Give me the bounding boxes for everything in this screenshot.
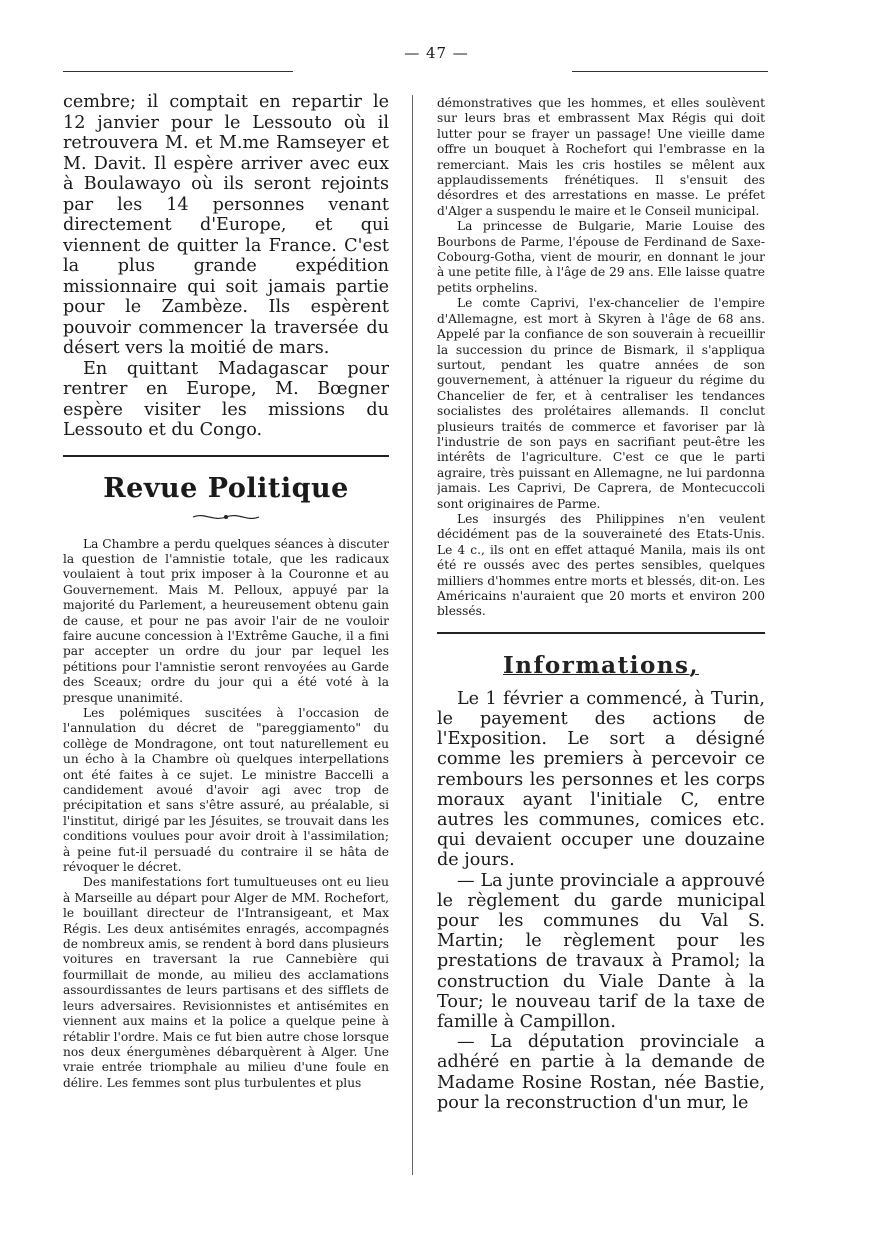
- info-paragraph: Le 1 février a commencé, à Turin, le payement des actions de l'Exposition. Le sort a désigné comme les premiers à percevoir ce rembours les personnes et les corps moraux ayant l'initiale C, entre autres les communes, comices etc. qui devaient occuper une douzaine de jours.: [437, 688, 765, 871]
- column-separator: [412, 95, 413, 1175]
- info-paragraph: — La députation provinciale a adhéré en partie à la demande de Madame Rosine Rostan, née Bastie, pour la reconstruction d'un mur, le: [437, 1032, 765, 1113]
- header-rule-left: [63, 71, 293, 72]
- left-paragraph: En quittant Madagascar pour rentrer en Europe, M. Bœgner espère visiter les missions du Lessouto et du Congo.: [63, 358, 389, 440]
- revue-paragraph: La Chambre a perdu quelques séances à discuter la question de l'amnistie totale, que les radicaux voulaient à tout prix imposer à la Couronne et au Gouvernement. Mais M. Pelloux, appuyé par la majorité du Parlement, a heureusement obtenu gain de cause, et pour ne pas avoir l'air de ne vouloir faire aucune concession à l'Extrême Gauche, il a fini par accepter un ordre du jour par lequel les pétitions pour l'amnistie seront renvoyées au Garde des Sceaux; ordre du jour qui a été voté à la presque unanimité.: [63, 536, 389, 705]
- revue-politique-heading: Revue Politique: [103, 472, 349, 504]
- section-divider: [63, 455, 389, 457]
- left-paragraph: cembre; il comptait en repartir le 12 janvier pour le Lessouto où il retrouvera M. et M.me Ramseyer et M. Davit. Il espère arriver avec eux à Boulawayo où ils seront rejoints par les 14 personnes venant directement d'Europe, et qui viennent de quitter la France. C'est la plus grande expédition missionnaire qui soit jamais partie pour le Zambèze. Ils espèrent pouvoir commencer la traversée du désert vers la moitié de mars.: [63, 92, 389, 358]
- info-paragraph: — La junte provinciale a approuvé le règlement du garde municipal pour les communes du Val S. Martin; le règlement pour les prestations de travaux à Pramol; la construction du Viale Dante à la Tour; le nouveau tarif de la taxe de famille à Campillon.: [437, 870, 765, 1033]
- informations-heading: Informations,: [503, 651, 699, 679]
- scroll-flourish-icon: [63, 508, 389, 527]
- right-paragraph: La princesse de Bulgarie, Marie Louise des Bourbons de Parme, l'épouse de Ferdinand de Saxe-Cobourg-Gotha, vient de mourir, en donnant le jour à une petite fille, à l'âge de 29 ans. Elle laisse quatre petits orphelins.: [437, 219, 765, 295]
- page-number: — 47 —: [404, 44, 469, 62]
- right-paragraph: démonstratives que les hommes, et elles soulèvent sur leurs bras et embrassent Max Régis qui doit lutter pour se frayer un passage! Une vieille dame offre un bouquet à Rochefort qui l'embrasse en la remerciant. Mais les cris hostiles se mêlent aux applaudissements frénétiques. Il s'ensuit des désordres et des arrestations en masse. Le préfet d'Alger a suspendu le maire et le Conseil municipal.: [437, 96, 765, 218]
- right-paragraph: Le comte Caprivi, l'ex-chancelier de l'empire d'Allemagne, est mort à Skyren à l'âge de 68 ans. Appelé par la confiance de son souverain à recueillir la succession du prince de Bismark, il s'appliqua surtout, pendant les quatre années de son gouvernement, à atténuer la rigueur du régime du Chancelier de fer, et à centraliser les tendances socialistes des prolétaires allemands. Il conclut plusieurs traités de commerce et favoriser par là l'industrie de son pays en sacrifiant peut-être les intérêts de l'agriculture. C'est ce que le parti agraire, très puissant en Allemagne, ne lui pardonna jamais. Les Caprivi, De Caprera, de Montecuccoli sont originaires de Parme.: [437, 296, 765, 511]
- right-paragraph: Les insurgés des Philippines n'en veulent décidément pas de la souveraineté des Etats-Unis. Le 4 c., ils ont en effet attaqué Manila, mais ils ont été re oussés avec des pertes sensibles, quelques milliers d'hommes entre morts et blessés, dit-on. Les Américains n'auraient que 20 morts et environ 200 blessés.: [437, 511, 765, 619]
- header-rule-right: [572, 71, 768, 72]
- right-column: [437, 96, 765, 1176]
- revue-paragraph: Des manifestations fort tumultueuses ont eu lieu à Marseille au départ pour Alger de MM. Rochefort, le bouillant directeur de l'Intransigeant, et Max Régis. Les deux antisémites enragés, accompagnés de nombreux amis, se rendent à bord dans plusieurs voitures en traversant la rue Cannebière qui fourmillait de monde, au milieu des acclamations assourdissantes de leurs partisans et des sifflets de leurs adversaires. Revisionnistes et antisémites en viennent aux mains et la police a quelque peine à rétablir l'ordre. Mais ce fut bien autre chose lorsque nos deux énergumènes débarquèrent à Alger. Une vraie entrée triomphale au milieu d'une foule en délire. Les femmes sont plus turbulentes et plus: [63, 875, 389, 1090]
- section-divider: [437, 632, 765, 634]
- revue-paragraph: Les polémiques suscitées à l'occasion de l'annulation du décret de "pareggiamento" du collège de Mondragone, ont tout naturellement eu un écho à la Chambre où quelques interpellations ont été faites à ce sujet. Le ministre Baccelli a candidement avoué d'avoir agi avec trop de précipitation et sans s'être assuré, au préalable, si l'institut, dirigé par les Jésuites, se trouvait dans les conditions voulues pour avoir droit à l'assimilation; à peine fut-il persuadé du contraire il se hâta de révoquer le décret.: [63, 705, 389, 875]
- left-column: [63, 92, 389, 1177]
